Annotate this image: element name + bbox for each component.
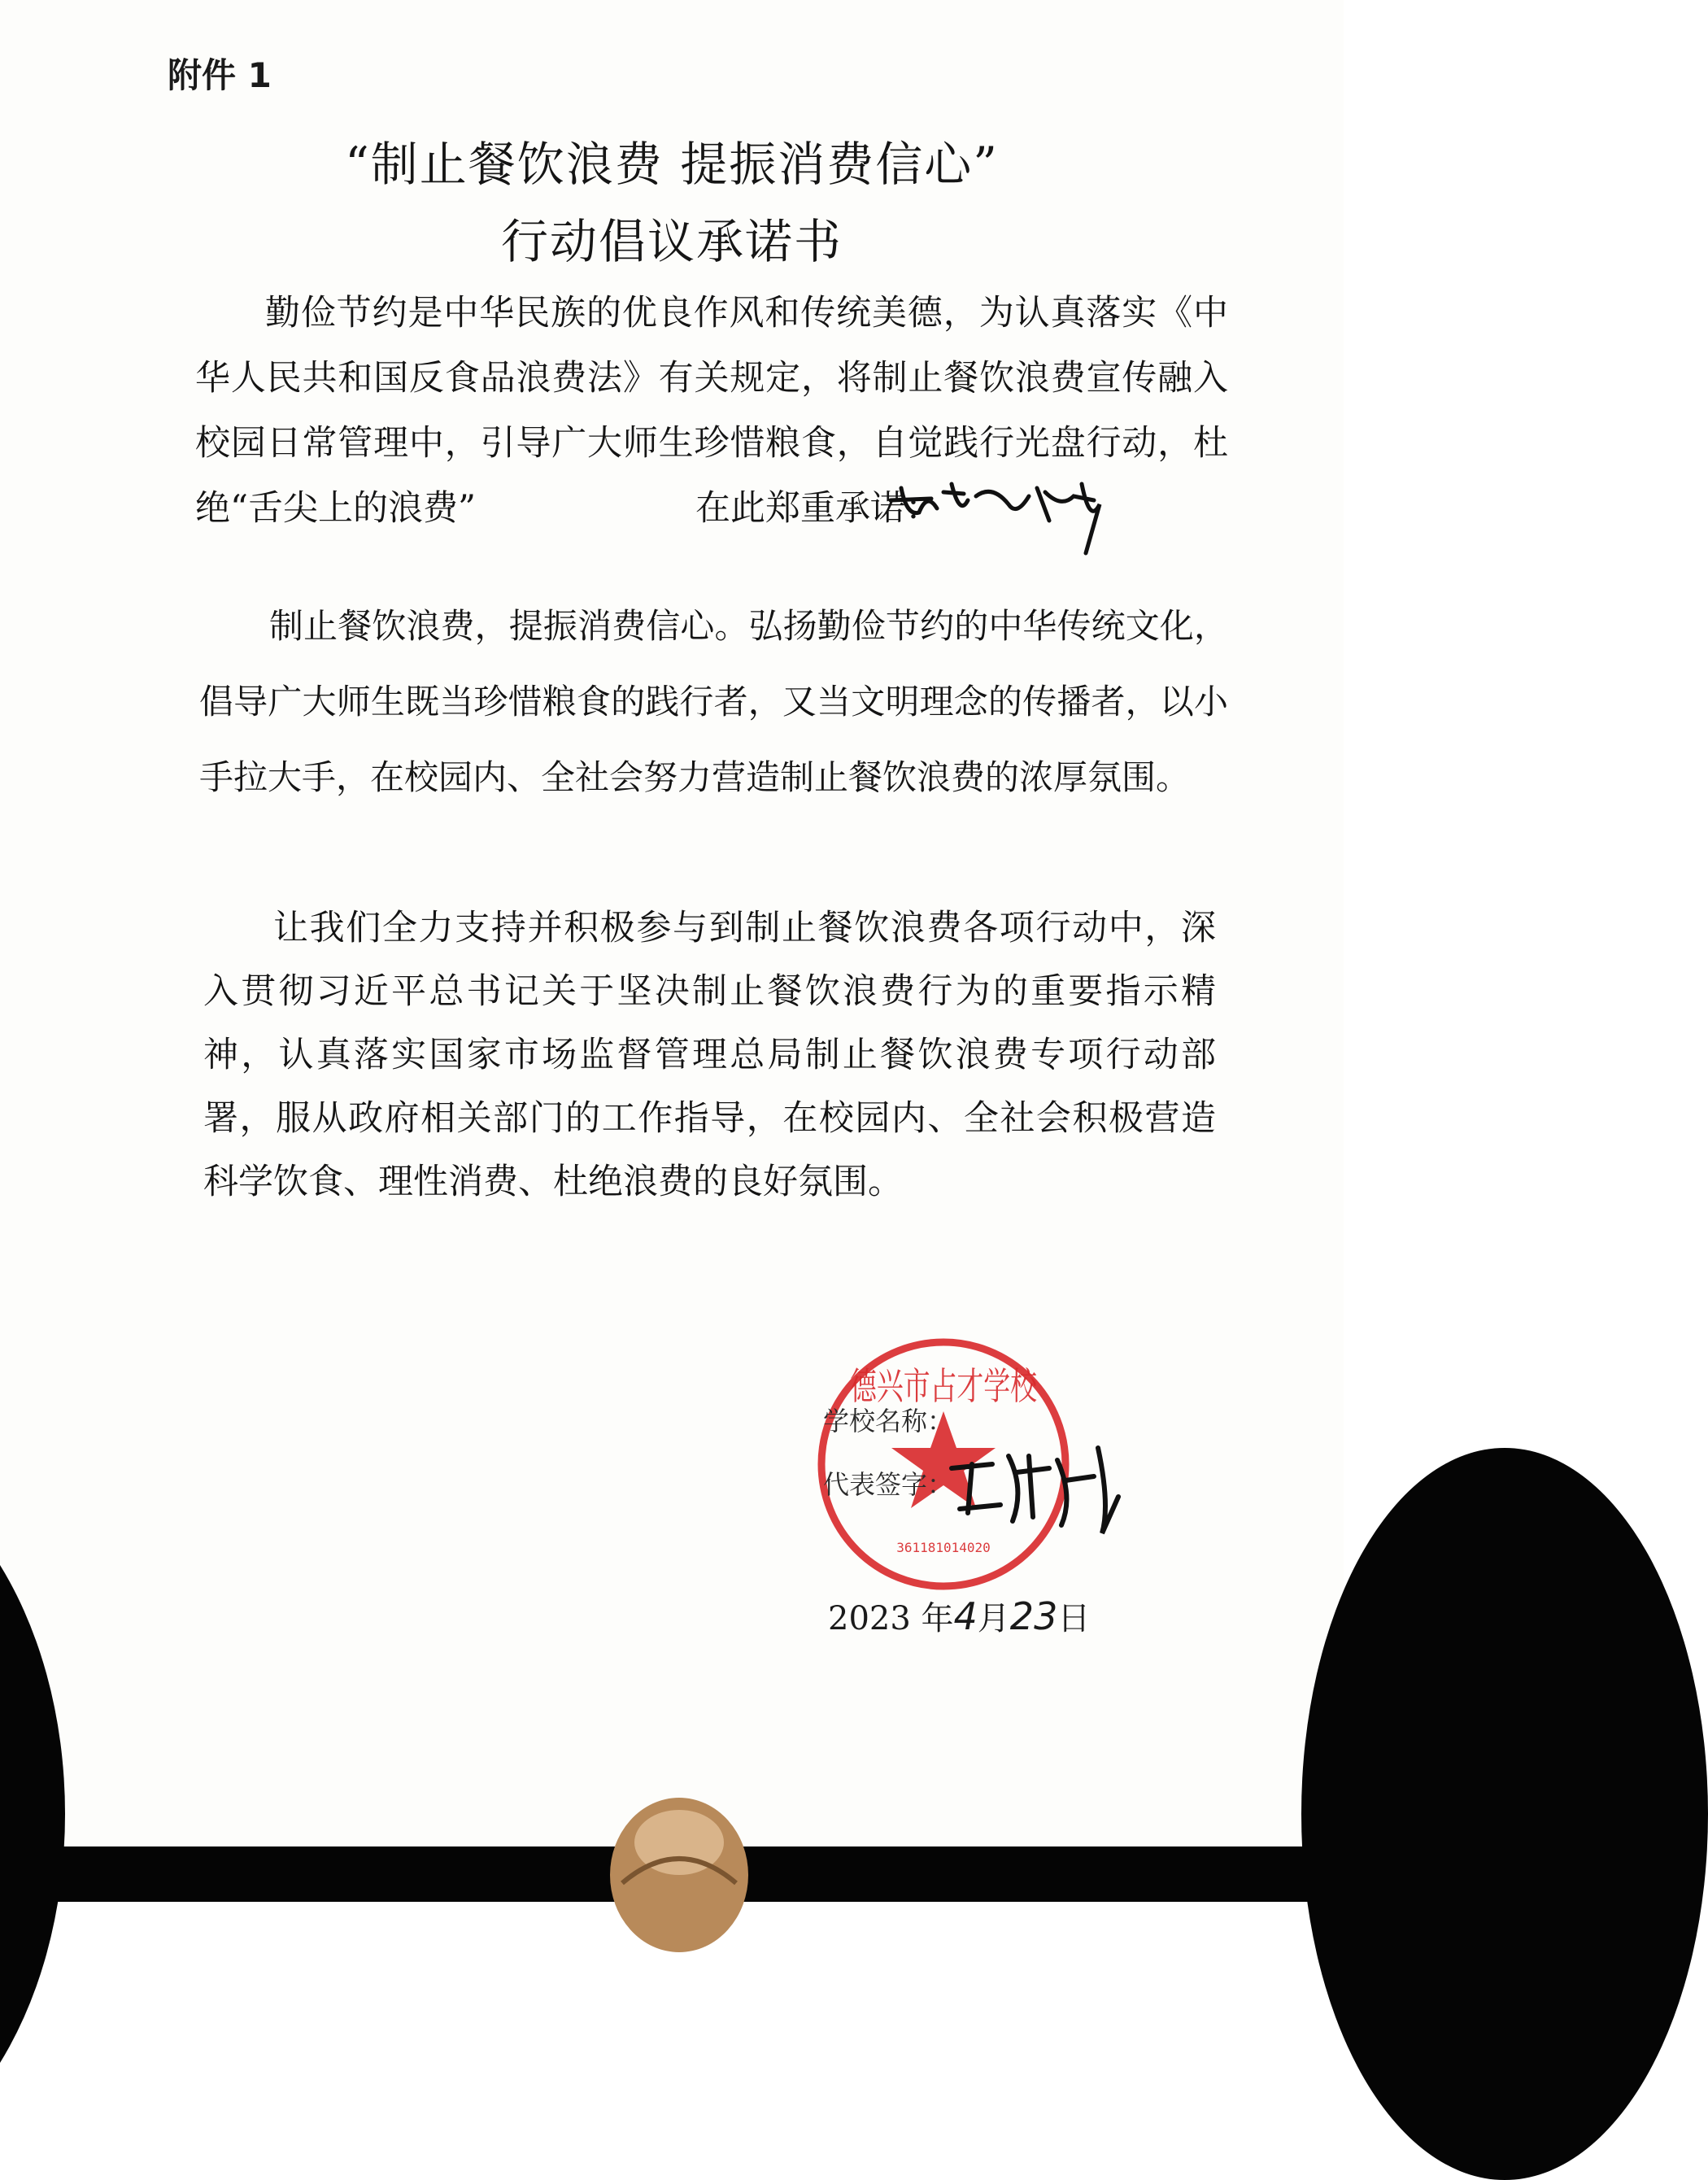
page-shadow-left — [0, 1448, 65, 2180]
thumb-photo-artifact — [598, 1785, 760, 1902]
paragraph-1-text-before: 勤俭节约是中华民族的优良作风和传统美德，为认真落实《中华人民共和国反食品浪费法》有关规定，将制止餐饮浪费宣传融入校园日常管理中，引导广大师生珍惜粮食，自觉践行光盘行动，杜绝“舌尖上的浪费” — [195, 293, 1228, 529]
signing-date — [828, 1593, 1090, 1639]
school-name-label: 学校名称： — [823, 1406, 954, 1437]
paragraph-2: 制止餐饮浪费，提振消费信心。弘扬勤俭节约的中华传统文化，倡导广大师生既当珍惜粮食的践行者，又当文明理念的传播者，以小手拉大手，在校园内、全社会努力营造制止餐饮浪费的浓厚氛围。 — [199, 606, 1228, 797]
paragraph-3: 让我们全力支持并积极参与到制止餐饮浪费各项行动中，深入贯彻习近平总书记关于坚决制止餐饮浪费行为的重要指示精神，认真落实国家市场监督管理总局制止餐饮浪费专项行动部署，服从政府相关部门的工作指导，在校园内、全社会积极营造科学饮食、理性消费、杜绝浪费的良好氛围。 — [203, 908, 1216, 1202]
attachment-label: 附件 1 — [168, 55, 272, 95]
date-month: 4 — [953, 1594, 978, 1638]
document-title-line1: “制止餐饮浪费 提振消费信心” — [345, 137, 999, 192]
representative-signature-label: 代表签字： — [823, 1469, 954, 1500]
seal-text: 德兴市占才学校 — [850, 1364, 1038, 1408]
handwritten-insertion-scribble — [887, 468, 1122, 557]
seal-number: 361181014020 — [896, 1540, 991, 1555]
date-year-char: 年 — [921, 1600, 954, 1637]
date-year: 2023 — [828, 1600, 911, 1637]
handwritten-signature — [935, 1432, 1139, 1537]
date-day: 23 — [1009, 1594, 1058, 1638]
page-shadow-right — [1301, 1448, 1708, 2180]
date-month-char: 月 — [977, 1600, 1010, 1637]
paragraph-1-text-after: 在此郑重承诺： — [695, 488, 940, 529]
document-title-line2: 行动倡议承诺书 — [500, 214, 843, 269]
date-day-char: 日 — [1057, 1600, 1091, 1637]
